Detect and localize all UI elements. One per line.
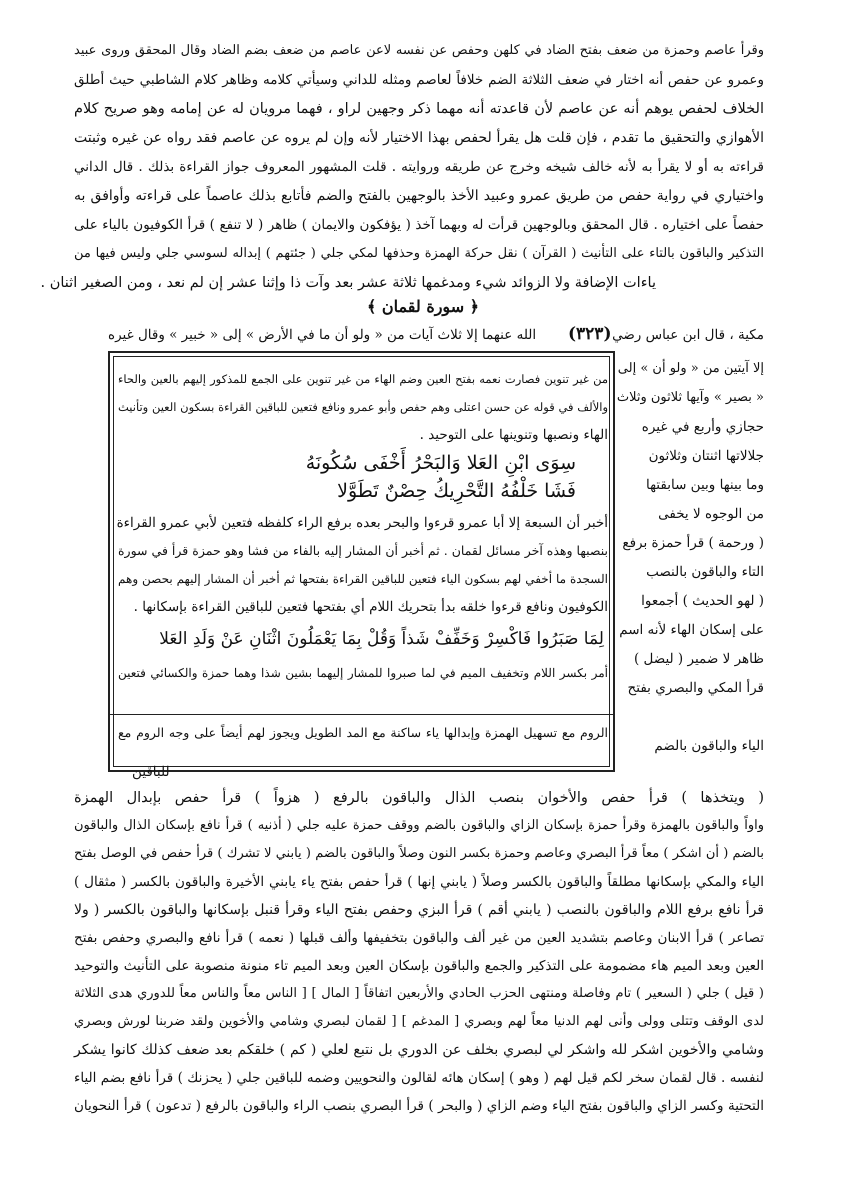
text-line: التحتية وكسر الزاي والباقون بفتح الياء وضم الزاي ( والبحر ) قرأ البصري بنصب الراء والباقون بالرفع ( تدعون ) قرأ النحويان <box>74 1098 764 1114</box>
text-line: الياء والمكي بإسكانها مطلقاً والباقون بالكسر وصلاً ( يابني إنها ) قرأ حفص بفتح ياء يابني الأخيرة والباقون بالكسر ( مثقال ) <box>74 874 764 890</box>
side-text-line: جلالاتها اثنتان وثلاثون <box>648 448 764 464</box>
text-line: بالضم ( أن اشكر ) معاً قرأ البصري وعاصم وحمزة بكسر النون وصلاً والباقون بالضم ( يابني لا تشرك ) قرأ حفص في الوصل بفتح <box>74 846 764 861</box>
side-text-line: « بصير » وآيها ثلاثون وثلاث <box>616 390 764 405</box>
text-line: ( قيل ) جلي ( السعير ) تام وفاصلة ومنتهى الحزب الحادي والأربعين اتفاقاً [ المال ] [ الناس معاً والناس معاً للدوري هدى الثلاثة <box>74 986 764 1001</box>
box-text-line: أمر بكسر اللام وتخفيف الميم في لما صبروا للمشار إليهما بشين شذا وهما حمزة والكسائي فتعين <box>118 666 608 680</box>
text-line: قرأ نافع برفع اللام والباقون بالنصب ( يابني أقم ) قرأ البزي وحفص بفتح الياء وقرأ قنبل بإسكانها والباقون بالكسر ( ولا <box>74 902 764 918</box>
text-line: وعمرو عن حفص أنه اختار في ضعف الثلاثة الضم خلافاً لعاصم ومثله للداني وسيأتي كلامه وظاهر كلام الشاطبي حيث أطلق <box>74 72 764 88</box>
text-line: لنفسه . قال لقمان سخر لكم قيل لهم ( وهو ) إسكان هائه لقالون والنحويين وضمه للباقين جلي ( يحزنك ) قرأ نافع بضم الياء <box>74 1070 764 1086</box>
side-text-line: التاء والباقون بالنصب <box>646 564 764 580</box>
side-text-line: حجازي وأربع في غيره <box>641 419 764 435</box>
side-text-line: إلا آيتين من « ولو أن » إلى <box>617 361 764 376</box>
header-right-text: مكية ، قال ابن عباس رضي <box>612 327 764 343</box>
poem-verse: لِمَا صَبَرُوا فَاكْسِرْ وَخَفِّفْ شَذاً وَقُلْ بِمَا يَعْمَلُونَ اثْنَانِ عَنْ وَلَدِ العَلا <box>159 629 604 649</box>
text-line: وقرأ عاصم وحمزة من ضعف بفتح الضاد في كلهن وحفص عن نفسه لاعن عاصم من ضعف بضم الضاد وقال المحقق وروى عبيد <box>74 43 764 58</box>
box-continuation-note: للباقين <box>132 764 170 780</box>
side-text-line: من الوجوه لا يخفى <box>658 506 764 522</box>
text-line: واختياري في رواية حفص من طريق عمرو وعبيد الأخذ بالوجهين بالفتح والضم فأتابع بذلك عاصماً على قراءته وأوافق به <box>74 188 764 204</box>
box-text-line: أخبر أن السبعة إلا أبا عمرو قرءوا والبحر بعده برفع الراء كلفظه فتعين لأبي عمرو القراءة <box>116 515 608 531</box>
text-line: التذكير والباقون بالتاء على التأنيث ( القرآن ) نقل حركة الهمزة وحذفها لمكي جلي ( جئتهم ) إبداله لسوسي جلي وليس فيها من <box>74 246 764 261</box>
side-text-line: ( ورحمة ) قرأ حمزة برفع <box>622 535 764 551</box>
text-line: واواً والباقون بالهمزة وقرأ حمزة بإسكان الزاي والباقون بالضم ووقف حمزة عليه جلي ( أذنيه ) قرأ نافع بإسكان الذال والباقون <box>74 818 764 833</box>
box-text-line: والألف في قوله عن حسن اعتلى وهم حفص وأبو عمرو ونافع فتعين للباقين القراءة بسكون العين وتأنيث <box>118 400 608 414</box>
side-text-line: وما بينها وبين سابقتها <box>645 477 764 493</box>
text-line: ( ويتخذها ) قرأ حفص والأخوان بنصب الذال والباقون بالرفع ( هزواً ) قرأ حفص بإبدال الهمزة <box>74 790 764 806</box>
text-line: الخلاف لحفص يوهم أنه عن عاصم لأن قاعدته أنه مهما ذكر وجهين لراو ، فهما مرويان له عن إمامه وهو صريح كلام <box>74 101 764 117</box>
box-text-line: بنصبها وهذه آخر مسائل لقمان . ثم أخبر أن المشار إليه بالفاء من فشا وهو حمزة قرأ في سورة <box>118 543 608 558</box>
text-line: لدى الوقف وتتلى وولى وأنى لهم الدنيا معاً لهم وبصري [ المدغم ] [ لقمان لبصري وشامي والأخوين ولقد ضربنا لورش وبصري <box>74 1014 764 1029</box>
box-text-line: السجدة ما أخفي لهم بسكون الياء فتعين للباقين القراءة بفتحها ثم أخبر أن المشار إليهم بحصن وهم <box>118 572 608 586</box>
box-text-line: من غير تنوين فصارت نعمه بفتح العين وضم الهاء من غير تنوين على الجمع للمذكور إليهم بالعين والحاء <box>118 372 608 386</box>
text-line: الأهوازي والتحقيق ما تقدم ، فإن قلت هل يقرأ لحفص بهذا الاختيار لأنه وإن لم يروه عن عاصم فقد رواه عن غيره وثبتت <box>74 130 764 146</box>
text-line: العين وبعد الميم هاء مضمومة على التذكير والجمع والباقون بإسكان العين وبعد الميم تاء منونة منصوبة على التأنيث والتوحيد <box>74 958 764 974</box>
page-number: (٣٢٣) <box>568 324 612 344</box>
side-text-line: الياء والباقون بالضم <box>654 738 764 754</box>
box-text-line: الكوفيون ونافع قرءوا خلقه بدأ بتحريك اللام أي بفتحها فتعين للباقين القراءة بإسكانها . <box>133 599 608 615</box>
header-left-text: الله عنهما إلا ثلاث آيات من « ولو أن ما في الأرض » إلى « خبير » وقال غيره <box>108 327 537 343</box>
text-line: قراءته به أو لا يقرأ به لأنه خالف شيخه وخرج عن طريقه وروايته . قلت المشهور المعروف جواز القراءة بذلك . قال الداني <box>74 159 764 175</box>
box-footer-line: الروم مع تسهيل الهمزة وإبدالها ياء ساكنة مع المد الطويل ويجوز لهم أيضاً على وجه الروم مع <box>118 725 608 740</box>
side-text-line: قرأ المكي والبصري بفتح <box>627 680 764 696</box>
text-line: حفصاً على اختياره . قال المحقق وبالوجهين قرأت له وبهما آخذ ( يؤفكون والايمان ) ظاهر ( لا تنفع ) قرأ الكوفيون بالياء على <box>74 217 764 233</box>
side-text-line: ظاهر لا ضمير ( ليضل ) <box>633 651 764 667</box>
side-text-line: على إسكان الهاء لأنه اسم <box>619 622 764 638</box>
frame-divider <box>110 714 613 715</box>
text-line: ياءات الإضافة ولا الزوائد شيء ومدغمها ثلاثة عشر بعد وآت ذا وإثنا عشر إن لم نعد ، ومن الصغير اثنان . <box>40 275 656 291</box>
poem-verse: سِوَى ابْنِ العَلا وَالبَحْرُ أَخْفَى سُكُونَهُ <box>305 452 576 474</box>
poem-verse: فَشَا خَلْفُهُ التَّحْرِيكُ حِصْنٌ تَطَوَّلا <box>337 480 576 502</box>
side-text-line: ( لهو الحديث ) أجمعوا <box>641 593 764 609</box>
box-text-line: الهاء ونصبها وتنوينها على التوحيد . <box>419 427 608 443</box>
text-line: تصاعر ) قرأ الابنان وعاصم بتشديد العين من غير ألف والباقون بتخفيفها وألف قبلها ( نعمه ) قرأ نافع والبصري وحفص بفتح <box>74 930 764 946</box>
text-line: وشامي والأخوين اشكر لله واشكر لي لبصري بخلف عن الدوري بل نتبع لعلي ( كم ) خلقكم بعد ضعف كذلك كانوا يشكر <box>74 1042 764 1058</box>
surah-title: ﴿ سورة لقمان ﴾ <box>366 297 480 316</box>
